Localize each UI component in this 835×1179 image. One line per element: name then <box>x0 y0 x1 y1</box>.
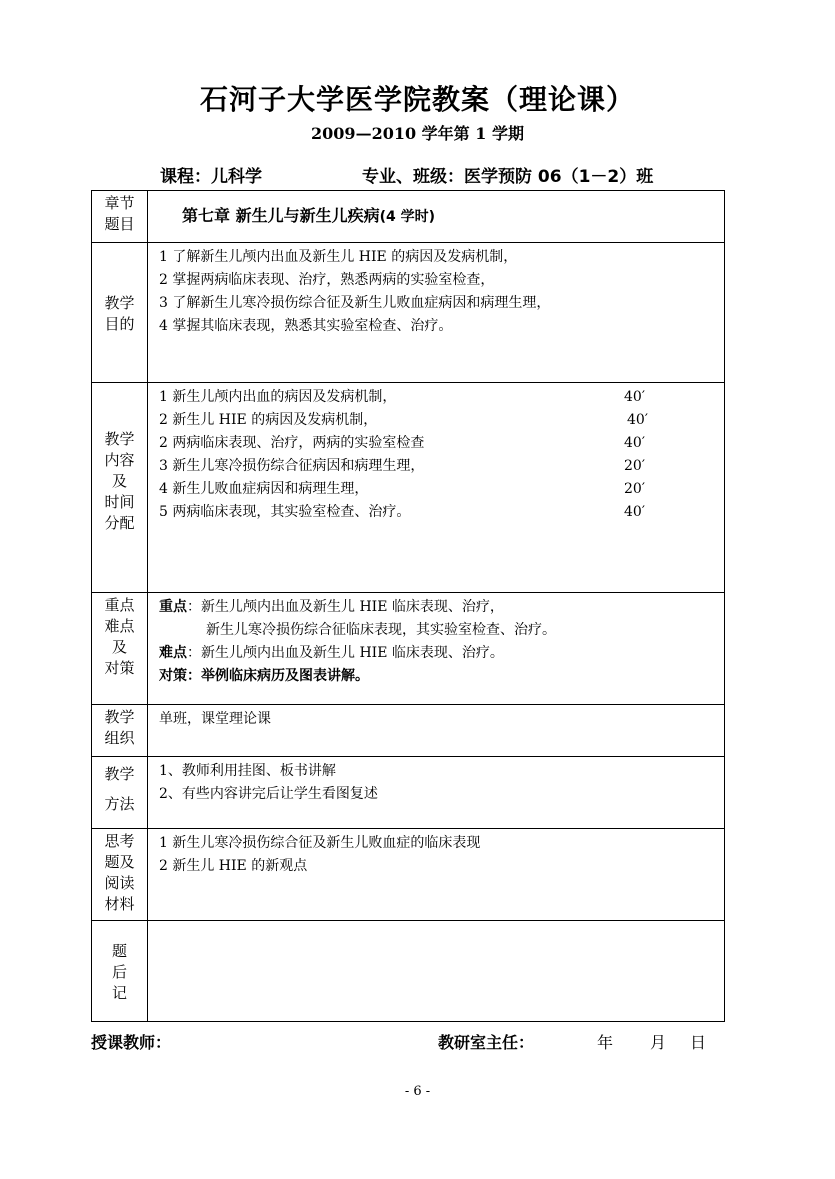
document-title: 石河子大学医学院教案（理论课） <box>199 83 635 116</box>
page-number: - 6 - <box>404 1084 431 1099</box>
method-content <box>148 757 725 829</box>
key-point-line: 新生儿寒冷损伤综合征临床表现，其实验室检查、治疗。 <box>206 622 556 638</box>
key-point-line: 重点：新生儿颅内出血及新生儿 HIE 临床表现、治疗， <box>159 599 504 615</box>
content-item: 2 两病临床表现、治疗，两病的实验室检查 40′ <box>159 432 714 455</box>
content-time: 40′ <box>624 389 645 405</box>
reading-line: 2 新生儿 HIE 的新观点 <box>159 858 308 874</box>
lesson-plan-table <box>91 190 725 1022</box>
row-content <box>92 383 725 593</box>
label-key-points: 重点 难点 及 对策 <box>92 593 148 705</box>
label-method: 教学 方法 <box>92 757 148 829</box>
content-time: 40′ <box>624 504 645 520</box>
content-item: 5 两病临床表现，其实验室检查、治疗。 40′ <box>159 501 714 524</box>
content-cell <box>148 383 725 593</box>
label-organization: 教学 组织 <box>92 705 148 757</box>
objective-line: 4 掌握其临床表现，熟悉其实验室检查、治疗。 <box>159 318 453 334</box>
label-reading: 思考 题及 阅读 材料 <box>92 829 148 921</box>
semester-line: 2009—2010 学年第 1 学期 <box>311 124 524 143</box>
major-class: 专业、班级：医学预防 06（1－2）班 <box>362 167 654 187</box>
row-method <box>92 757 725 829</box>
objectives-content <box>148 243 725 383</box>
key-points-content <box>148 593 725 705</box>
method-line: 2、有些内容讲完后让学生看图复述 <box>159 786 378 802</box>
label-content: 教学 内容 及 时间 分配 <box>92 383 148 593</box>
label-chapter: 章节 题目 <box>92 191 148 243</box>
difficult-point-line: 难点：新生儿颅内出血及新生儿 HIE 临床表现、治疗。 <box>159 645 504 661</box>
label-objectives: 教学 目的 <box>92 243 148 383</box>
chapter-hours: (4 学时) <box>379 209 435 225</box>
content-item: 1 新生儿颅内出血的病因及发病机制， 40′ <box>159 386 714 409</box>
content-time: 20′ <box>624 458 645 474</box>
teacher-label: 授课教师： <box>91 1033 172 1052</box>
row-reading <box>92 829 725 921</box>
objective-line: 1 了解新生儿颅内出血及新生儿 HIE 的病因及发病机制， <box>159 249 518 265</box>
method-line: 1、教师利用挂图、板书讲解 <box>159 763 336 779</box>
content-time: 40′ <box>627 412 648 428</box>
date-month: 月 <box>650 1033 667 1052</box>
objective-line: 3 了解新生儿寒冷损伤综合征及新生儿败血症病因和病理生理， <box>159 295 551 311</box>
date-day: 日 <box>690 1033 707 1052</box>
content-time: 40′ <box>624 435 645 451</box>
row-postscript <box>92 921 725 1022</box>
reading-content <box>148 829 725 921</box>
content-time: 20′ <box>624 481 645 497</box>
objective-line: 2 掌握两病临床表现、治疗，熟悉两病的实验室检查， <box>159 272 495 288</box>
row-key-points <box>92 593 725 705</box>
chapter-title-cell <box>148 191 725 243</box>
row-organization <box>92 705 725 757</box>
content-item: 2 新生儿 HIE 的病因及发病机制， 40′ <box>159 409 714 432</box>
course-name: 课程：儿科学 <box>160 167 262 187</box>
chapter-title: 第七章 新生儿与新生儿疾病(4 学时) <box>182 206 435 225</box>
content-item: 3 新生儿寒冷损伤综合征病因和病理生理， 20′ <box>159 455 714 478</box>
date-year: 年 <box>597 1033 614 1052</box>
row-objectives <box>92 243 725 383</box>
strategy-line: 对策：举例临床病历及图表讲解。 <box>159 668 369 684</box>
row-chapter <box>92 191 725 243</box>
organization-content: 单班，课堂理论课 <box>148 705 725 757</box>
postscript-content <box>148 921 725 1022</box>
director-label: 教研室主任： <box>438 1033 535 1052</box>
label-postscript: 题 后 记 <box>92 921 148 1022</box>
content-item: 4 新生儿败血症病因和病理生理， 20′ <box>159 478 714 501</box>
reading-line: 1 新生儿寒冷损伤综合征及新生儿败血症的临床表现 <box>159 835 481 851</box>
